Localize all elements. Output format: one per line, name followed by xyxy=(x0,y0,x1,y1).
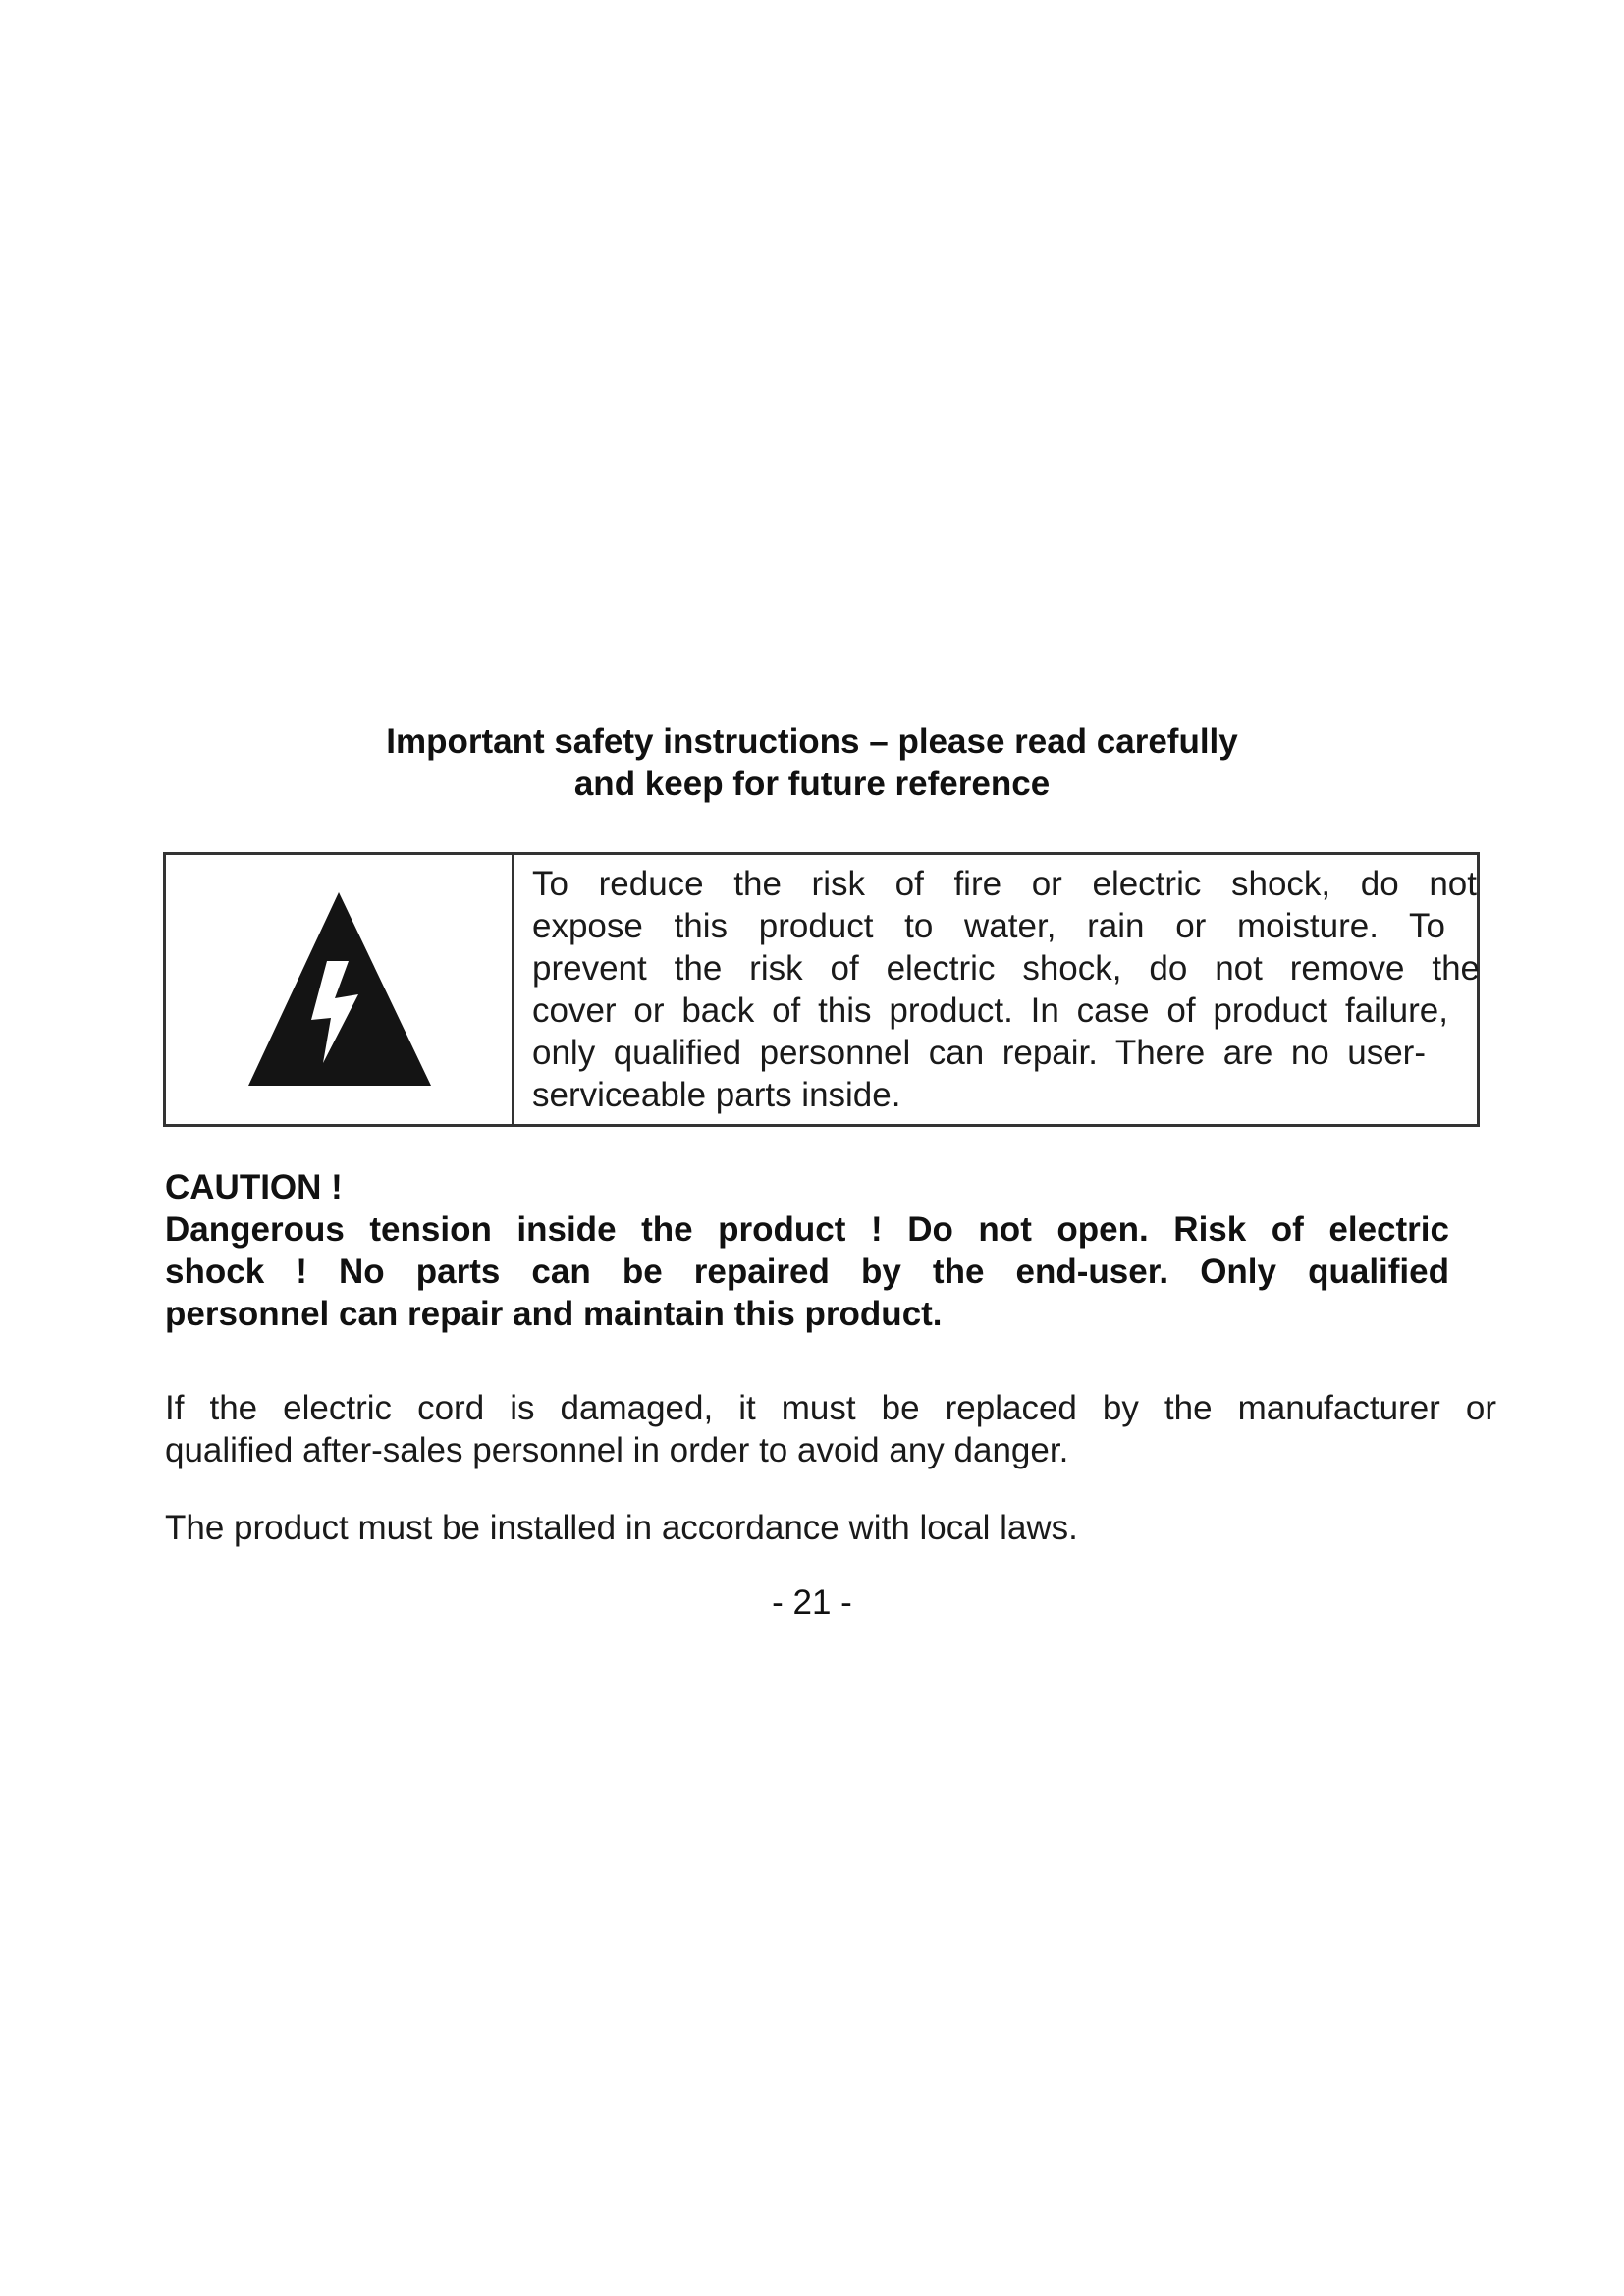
cord-line-2: qualified after-sales personnel in order to avoid any danger. xyxy=(165,1431,1069,1469)
install-notice xyxy=(165,1507,1496,1549)
install-line: The product must be installed in accordance with local laws. xyxy=(165,1509,1078,1547)
caution-title: CAUTION ! xyxy=(165,1168,343,1206)
warning-line-3: prevent the risk of electric shock, do not remove the xyxy=(532,949,1480,988)
page-title xyxy=(0,721,1624,805)
cord-notice xyxy=(165,1387,1496,1471)
warning-line-4: cover or back of this product. In case of product failure, xyxy=(532,991,1448,1030)
caution-line-2: shock ! No parts can be repaired by the end-user. Only qualified xyxy=(165,1253,1449,1291)
page-number: - 21 - xyxy=(772,1583,852,1622)
warning-text xyxy=(532,863,1480,1116)
warning-line-6: serviceable parts inside. xyxy=(532,1076,901,1114)
title-line-1: Important safety instructions – please read carefully xyxy=(386,722,1238,761)
warning-text-cell xyxy=(514,855,1480,1124)
warning-icon-cell xyxy=(166,855,514,1124)
warning-line-2: expose this product to water, rain or moisture. To xyxy=(532,907,1445,945)
cord-line-1: If the electric cord is damaged, it must be replaced by the manufacturer or xyxy=(165,1389,1496,1427)
warning-box xyxy=(163,852,1480,1127)
caution-section xyxy=(165,1166,1449,1335)
warning-line-5: only qualified personnel can repair. There are no user- xyxy=(532,1034,1426,1072)
warning-line-1: To reduce the risk of fire or electric shock, do not xyxy=(532,865,1477,903)
electric-shock-warning-triangle-icon xyxy=(229,875,445,1100)
title-line-2: and keep for future reference xyxy=(573,765,1051,803)
caution-line-1: Dangerous tension inside the product ! Do not open. Risk of electric xyxy=(165,1210,1449,1249)
caution-line-3: personnel can repair and maintain this product. xyxy=(165,1295,943,1333)
